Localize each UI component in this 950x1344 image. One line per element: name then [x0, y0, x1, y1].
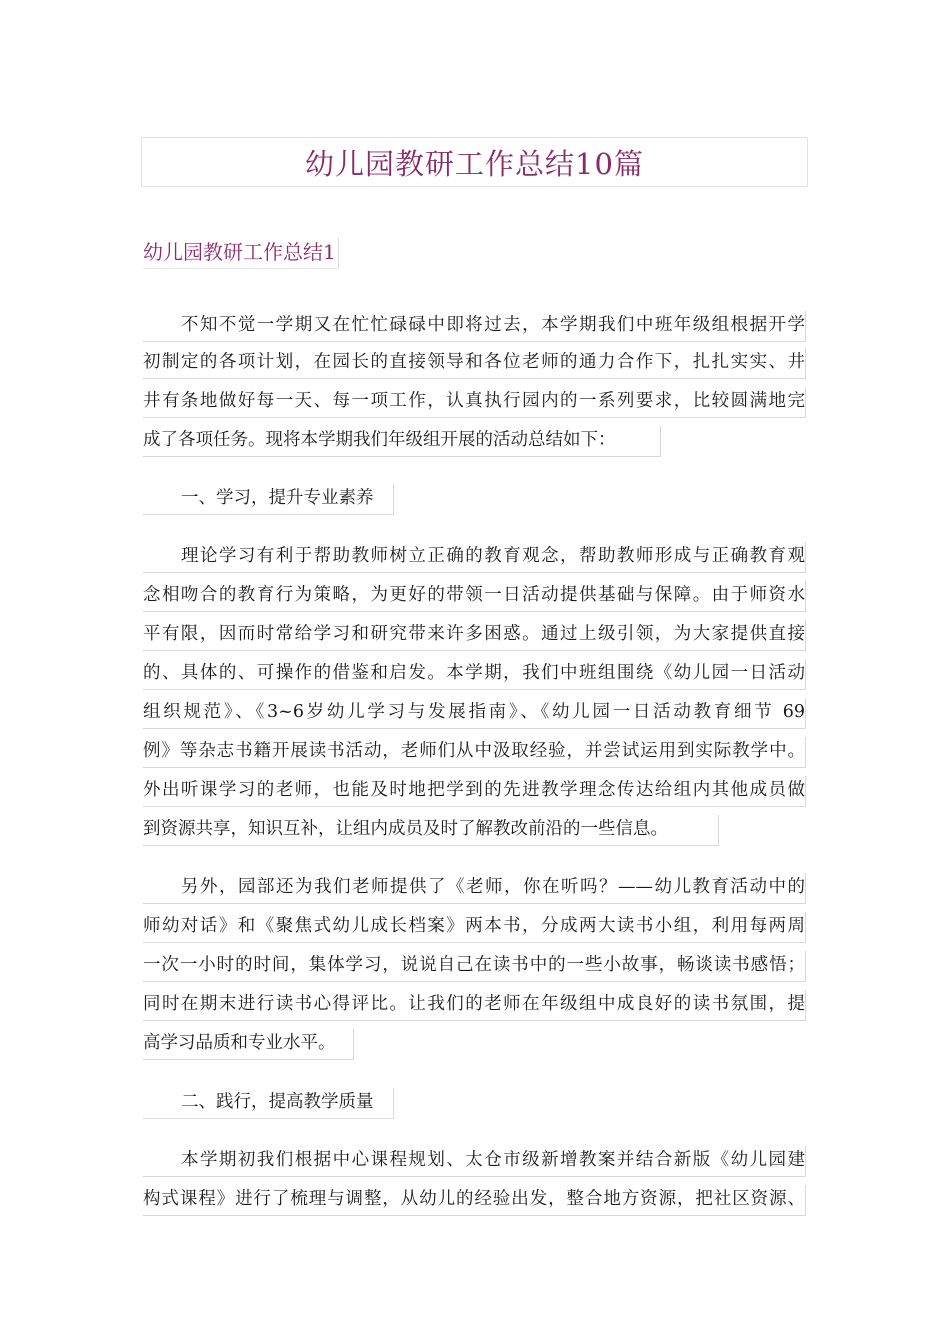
text-line: 师幼对话》和《聚焦式幼儿成长档案》两本书，分成两大读书小组，利用每两周 — [143, 912, 806, 943]
title-box — [141, 137, 808, 187]
text-line: 成了各项任务。现将本学期我们年级组开展的活动总结如下： — [143, 426, 661, 457]
section-heading: 幼儿园教研工作总结1 — [143, 238, 339, 269]
text-line: 初制定的各项计划，在园长的直接领导和各位老师的通力合作下，扎扎实实、井 — [143, 348, 806, 379]
text-line: 理论学习有利于帮助教师树立正确的教育观念，帮助教师形成与正确教育观 — [143, 542, 806, 573]
text-line: 外出听课学习的老师，也能及时地把学到的先进教学理念传达给组内其他成员做 — [143, 776, 806, 807]
text-line: 井有条地做好每一天、每一项工作，认真执行园内的一系列要求，比较圆满地完 — [143, 387, 806, 418]
text-line: 构式课程》进行了梳理与调整，从幼儿的经验出发，整合地方资源，把社区资源、 — [143, 1185, 806, 1216]
text-line: 本学期初我们根据中心课程规划、太仓市级新增教案并结合新版《幼儿园建 — [143, 1146, 806, 1177]
page-title: 幼儿园教研工作总结10篇 — [305, 146, 644, 181]
text-line: 念相吻合的教育行为策略，为更好的带领一日活动提供基础与保障。由于师资水 — [143, 581, 806, 612]
text-line: 不知不觉一学期又在忙忙碌碌中即将过去，本学期我们中班年级组根据开学 — [143, 311, 806, 342]
text-line: 一次一小时的时间，集体学习，说说自己在读书中的一些小故事，畅谈读书感悟； — [143, 951, 806, 982]
text-line: 另外，园部还为我们老师提供了《老师，你在听吗？——幼儿教育活动中的 — [143, 873, 806, 904]
text-line: 高学习品质和专业水平。 — [143, 1029, 354, 1060]
text-line: 组织规范》、《3~6岁幼儿学习与发展指南》、《幼儿园一日活动教育细节 69 — [143, 698, 806, 729]
subheading: 一、学习，提升专业素养 — [143, 484, 394, 515]
text-line: 到资源共享，知识互补，让组内成员及时了解教改前沿的一些信息。 — [143, 815, 719, 846]
text-line: 例》等杂志书籍开展读书活动，老师们从中汲取经验，并尝试运用到实际教学中。 — [143, 737, 806, 768]
text-line: 的、具体的、可操作的借鉴和启发。本学期，我们中班组围绕《幼儿园一日活动 — [143, 659, 806, 690]
subheading: 二、践行，提高教学质量 — [143, 1088, 394, 1119]
text-line: 平有限，因而时常给学习和研究带来许多困惑。通过上级引领，为大家提供直接 — [143, 620, 806, 651]
text-line: 同时在期末进行读书心得评比。让我们的老师在年级组中成良好的读书氛围，提 — [143, 990, 806, 1021]
